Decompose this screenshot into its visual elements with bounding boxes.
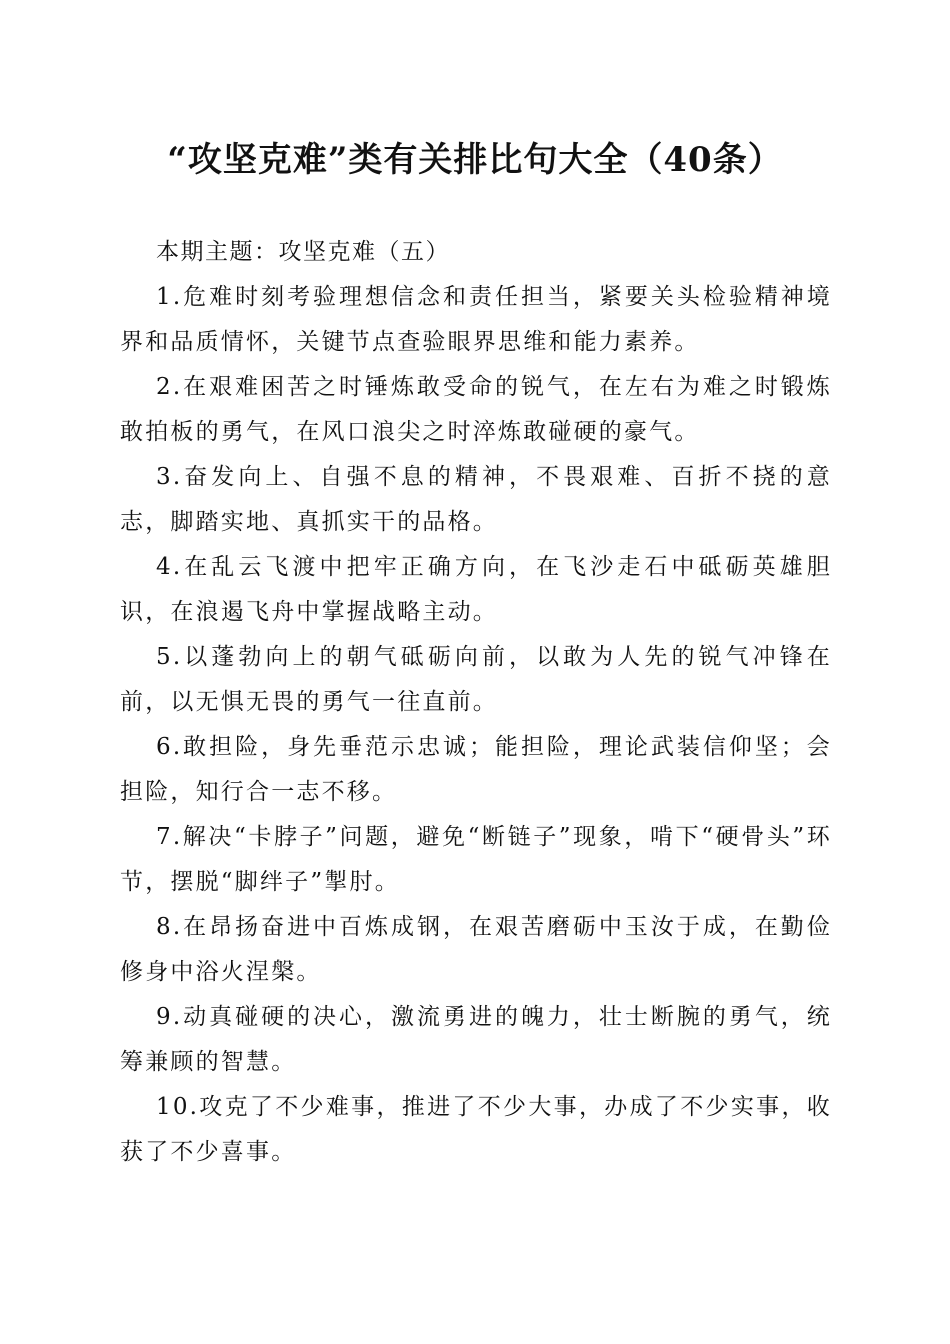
document-body xyxy=(120,230,832,1175)
intro-paragraph: 本期主题：攻坚克难（五） xyxy=(156,239,450,265)
document-title: “攻坚克难”类有关排比句大全（40条） xyxy=(167,140,783,180)
list-item: 2.在艰难困苦之时锤炼敢受命的锐气，在左右为难之时锻炼敢拍板的勇气，在风口浪尖之时淬炼敢碰硬的豪气。 xyxy=(120,374,832,445)
list-item: 6.敢担险，身先垂范示忠诚；能担险，理论武装信仰坚；会担险，知行合一志不移。 xyxy=(120,734,832,805)
list-item: 10.攻克了不少难事，推进了不少大事，办成了不少实事，收获了不少喜事。 xyxy=(120,1094,832,1165)
list-item: 9.动真碰硬的决心，激流勇进的魄力，壮士断腕的勇气，统筹兼顾的智慧。 xyxy=(120,1004,832,1075)
list-item: 8.在昂扬奋进中百炼成钢，在艰苦磨砺中玉汝于成，在勤俭修身中浴火涅槃。 xyxy=(120,914,832,985)
list-item: 3.奋发向上、自强不息的精神，不畏艰难、百折不挠的意志，脚踏实地、真抓实干的品格。 xyxy=(120,464,832,535)
list-item: 5.以蓬勃向上的朝气砥砺向前，以敢为人先的锐气冲锋在前，以无惧无畏的勇气一往直前。 xyxy=(120,644,832,715)
list-item: 7.解决“卡脖子”问题，避免“断链子”现象，啃下“硬骨头”环节，摆脱“脚绊子”掣肘。 xyxy=(120,824,832,895)
list-item: 4.在乱云飞渡中把牢正确方向，在飞沙走石中砥砺英雄胆识，在浪遏飞舟中掌握战略主动。 xyxy=(120,554,832,625)
list-item: 1.危难时刻考验理想信念和责任担当，紧要关头检验精神境界和品质情怀，关键节点查验眼界思维和能力素养。 xyxy=(120,284,832,355)
